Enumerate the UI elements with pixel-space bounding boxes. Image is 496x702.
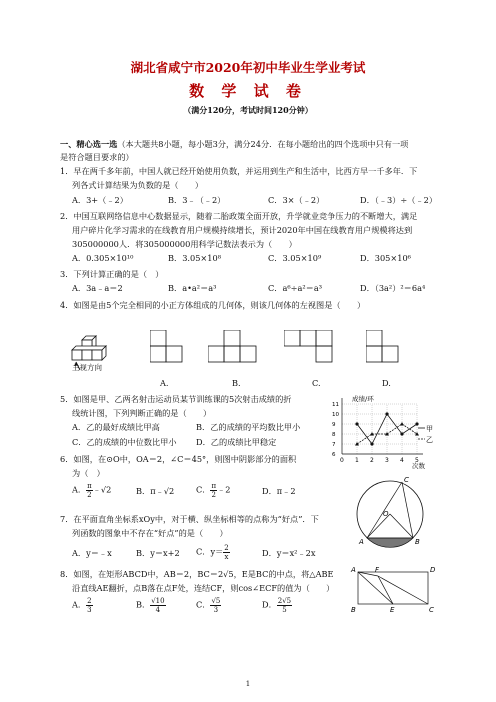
x-tick-label: 5 — [415, 457, 419, 464]
q7-stem-2: 列函数的图象中不存在“好点”的是（ ） — [72, 528, 228, 538]
q2-stem: 2．中国互联网络信息中心数据显示，随着二胎政策全面开放，升学就业竞争压力的不断增大，满足 — [60, 211, 418, 221]
q6-option-c — [196, 482, 230, 499]
q6-option-a-num: π — [87, 482, 92, 490]
q8-option-a-prefix: A． — [72, 599, 87, 610]
q8-option-a — [72, 597, 93, 614]
q7-option-b: B．y＝x+2 — [136, 548, 180, 558]
y-tick-label: 8 — [332, 432, 336, 438]
q1-stem-2: 列各式计算结果为负数的是（ ） — [72, 180, 204, 190]
q3-stem: 3．下列计算正确的是（ ） — [60, 269, 164, 279]
label-b: B — [351, 606, 356, 614]
q4-option-c: C. — [312, 378, 321, 388]
q3-option-b: B．a•a²＝a³ — [168, 283, 217, 293]
data-point-jia — [355, 422, 358, 425]
q6-stem-2: 为（ ） — [72, 468, 105, 478]
q4-stem: 4．如图是由5个完全相同的小正方体组成的几何体，则该几何体的左视图是（ ） — [60, 300, 366, 310]
chart-axes — [332, 398, 423, 464]
chart-legend-yi: 乙 — [426, 436, 433, 444]
q8-option-a-num: 2 — [87, 597, 92, 605]
data-point-yi — [355, 442, 359, 446]
q7-option-a: A．y＝﹣x — [72, 548, 112, 558]
x-tick-label: 4 — [400, 457, 404, 464]
section-desc: （本大题共8小题，每小题3分，满分24分．在每小题给出的四个选项中只有一项 — [117, 139, 409, 149]
data-point-jia — [400, 432, 403, 435]
q1-option-a: A．3+（﹣2） — [72, 195, 128, 205]
q3-option-c: C．a⁶÷a²＝a³ — [268, 283, 322, 293]
q2-option-d: D．305×10⁶ — [360, 253, 411, 263]
q6-stem: 6．如图，在⊙O中，OA＝2，∠C＝45°，则图中阴影部分的面积 — [60, 454, 297, 464]
x-tick-label: 2 — [370, 457, 374, 464]
q5-stem: 5．如图是甲、乙两名射击运动员某节训练课的5次射击成绩的折 — [60, 394, 292, 404]
q6-option-a-prefix: A． — [72, 484, 87, 495]
label-a: A — [359, 538, 364, 546]
q5-option-a: A．乙的最好成绩比甲高 — [72, 422, 160, 432]
q5-stem-2: 线统计图，下列判断正确的是（ ） — [72, 408, 212, 418]
y-tick-label: 10 — [332, 412, 339, 418]
q1-stem: 1．早在两千多年前，中国人就已经开始使用负数，并运用到生产和生活中，比西方早一千多年．下 — [60, 166, 418, 176]
q1-option-d: D．（﹣3）÷（﹣2） — [360, 195, 438, 205]
chart-y-axis-label: 成绩/环 — [352, 395, 374, 403]
q6-option-a-den: 2 — [87, 491, 92, 499]
q8-option-b-den: 4 — [155, 606, 161, 614]
q8-option-b-num: √10 — [151, 597, 165, 605]
q3-option-a: A．3a﹣a＝2 — [72, 283, 123, 293]
x-tick-label: 0 — [340, 457, 344, 464]
chart-legend-jia: 甲 — [426, 425, 433, 433]
q2-option-b: B．3.05×10⁸ — [168, 253, 221, 263]
q8-option-a-den: 3 — [87, 606, 92, 614]
label-f: F — [375, 566, 380, 574]
q8-option-d-fraction — [277, 597, 292, 614]
label-c: C — [404, 476, 409, 484]
data-point-jia — [415, 422, 418, 425]
chart-x-axis-label: 次数 — [412, 462, 425, 470]
q8-option-b-fraction — [150, 597, 165, 614]
q6-option-c-num: π — [211, 482, 217, 490]
q4-option-d: D. — [382, 378, 391, 388]
q8-option-d-den: 5 — [282, 606, 287, 614]
section-desc-2: 是符合题目要求的） — [60, 152, 134, 162]
q6-option-b: B．π﹣√2 — [136, 486, 175, 496]
section-heading: 一、精心选一选 — [60, 139, 118, 149]
q1-option-c: C．3×（﹣2） — [268, 195, 325, 205]
q4-option-b: B. — [232, 378, 241, 388]
q8-option-d-prefix: D． — [262, 599, 277, 610]
page-number: 1 — [245, 680, 251, 688]
exam-note: （满分120分，考试时间120分钟） — [183, 105, 313, 115]
q4-option-c-figure — [284, 330, 354, 370]
q8-rectangle-figure — [348, 562, 438, 614]
y-tick-label: 9 — [332, 422, 336, 428]
q5-option-d: D．乙的成绩比甲稳定 — [196, 437, 277, 447]
q5-line-chart — [330, 392, 440, 472]
q8-option-d — [262, 597, 292, 614]
q5-option-c: C．乙的成绩的中位数比甲小 — [72, 437, 177, 447]
q2-option-c: C．3.05×10⁹ — [268, 253, 322, 263]
q6-option-a — [72, 482, 111, 499]
label-d: D — [430, 566, 436, 574]
q5-option-b: B．乙的成绩的平均数比甲小 — [196, 422, 301, 432]
q8-option-b-prefix: B． — [136, 599, 151, 610]
q1-option-b: B．3﹣（﹣2） — [168, 195, 226, 205]
rectangle-abcd — [358, 572, 428, 604]
x-tick-label: 3 — [385, 457, 389, 464]
q4-option-a: A. — [160, 378, 169, 388]
q7-option-c-prefix: C．y＝ — [196, 546, 224, 557]
y-tick-label: 11 — [332, 402, 339, 408]
q7-option-c-fraction — [223, 544, 229, 561]
q4-view-direction: 主视方向 — [72, 363, 102, 372]
label-o: O — [383, 510, 389, 518]
q6-option-c-prefix: C． — [196, 484, 211, 495]
q3-option-d: D．（3a²）²＝6a⁴ — [360, 283, 426, 293]
label-c: C — [429, 606, 434, 614]
q7-option-c-num: 2 — [224, 544, 229, 552]
q7-option-c-den: x — [224, 553, 229, 561]
y-tick-label: 6 — [332, 452, 336, 458]
q7-option-d: D．y＝x²﹣2x — [262, 548, 316, 558]
exam-subject: 数 学 试 卷 — [189, 82, 307, 100]
q7-stem: 7．在平面直角坐标系xOy中，对于横、纵坐标相等的点称为“好点”．下 — [60, 514, 319, 524]
y-tick-label: 7 — [332, 442, 336, 448]
data-point-jia — [370, 442, 373, 445]
q6-option-a-suffix: ﹣√2 — [92, 484, 112, 495]
q6-option-c-suffix: ﹣2 — [217, 484, 231, 495]
q8-option-c — [196, 597, 221, 614]
q4-option-b-figure — [208, 330, 278, 370]
data-point-yi — [415, 432, 419, 436]
q8-option-c-prefix: C． — [196, 599, 211, 610]
data-point-jia — [385, 412, 388, 415]
label-a: A — [351, 566, 356, 574]
q8-option-b — [136, 597, 166, 614]
q4-option-d-figure — [366, 330, 416, 370]
label-e: E — [390, 606, 395, 614]
q8-option-c-den: 3 — [213, 606, 219, 614]
q6-option-c-den: 2 — [211, 491, 216, 499]
exam-title: 湖北省咸宁市2020年初中毕业生学业考试 — [130, 60, 366, 75]
q8-option-d-num: 2√5 — [277, 597, 292, 605]
chart-series — [355, 412, 425, 445]
section-heading-line — [60, 138, 408, 151]
q8-option-c-num: √5 — [211, 597, 221, 605]
q6-option-d: D．π﹣2 — [262, 486, 296, 496]
q2-stem-2: 用户碎片化学习需求的在线教育用户规模持续增长，预计2020年中国在线教育用户规模将达到 — [72, 225, 413, 235]
q6-circle-figure — [350, 474, 430, 554]
q8-option-c-fraction — [210, 597, 221, 614]
q2-option-a: A．0.305×10¹⁰ — [72, 253, 134, 263]
q2-stem-3: 305000000人．将305000000用科学记数法表示为（ ） — [72, 239, 297, 249]
shaded-segment — [367, 538, 413, 547]
q6-option-a-fraction — [86, 482, 93, 499]
q8-option-a-fraction — [86, 597, 92, 614]
label-b: B — [415, 538, 420, 546]
q8-stem-2: 沿直线AE翻折，点B落在点F处，连结CF，则cos∠ECF的值为（ ） — [72, 583, 335, 593]
q8-stem: 8．如图，在矩形ABCD中，AB＝2，BC＝2√5，E是BC的中点，将△ABE — [60, 569, 334, 579]
q7-option-c — [196, 544, 230, 561]
data-point-yi — [400, 422, 404, 426]
x-tick-label: 1 — [355, 457, 359, 464]
